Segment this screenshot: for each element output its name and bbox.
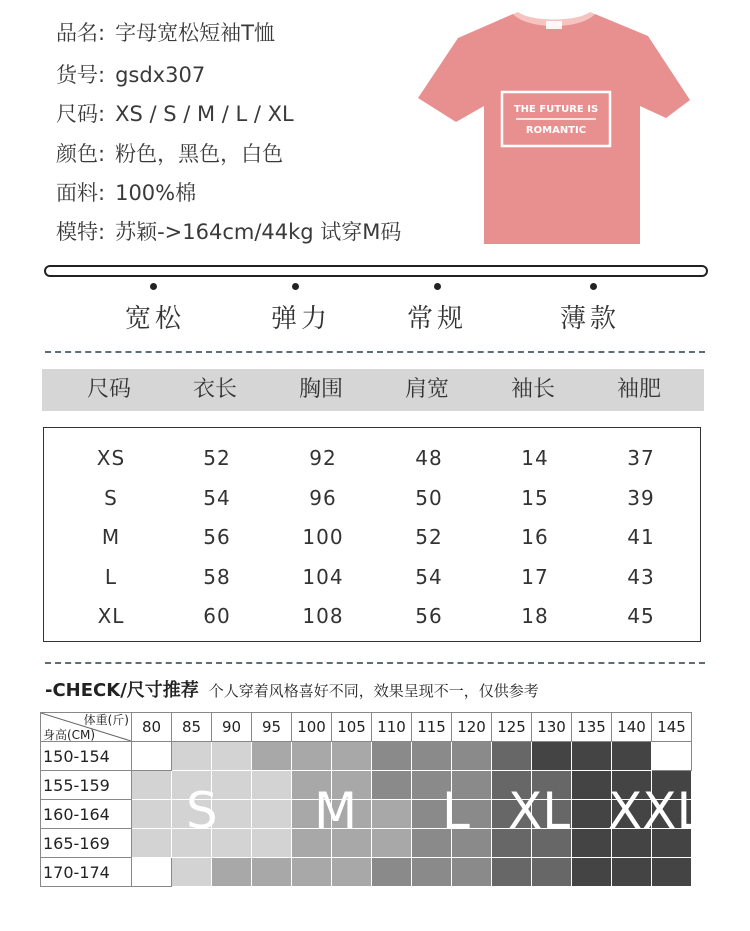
feature-dot	[292, 283, 299, 290]
grid-cell	[572, 858, 612, 887]
measurement-cell: 48	[415, 446, 443, 470]
info-sku: 货号: gsdx307	[56, 63, 206, 87]
weight-header: 110	[372, 713, 412, 742]
grid-row	[41, 800, 692, 829]
grid-cell	[132, 800, 172, 829]
info-sizes: 尺码: XS / S / M / L / XL	[56, 102, 294, 126]
measurement-cell: 18	[521, 604, 549, 628]
grid-cell	[452, 742, 492, 771]
weight-header: 80	[132, 713, 172, 742]
measurement-cell: 15	[521, 485, 549, 510]
info-model: 模特: 苏颖->164cm/44kg 试穿M码	[56, 220, 402, 244]
feature-dot	[150, 283, 157, 290]
grid-cell	[372, 742, 412, 771]
grid-cell	[372, 800, 412, 829]
grid-row	[41, 829, 692, 858]
grid-cell	[172, 742, 212, 771]
size-label-m: M	[314, 782, 358, 840]
grid-cell	[532, 858, 572, 887]
weight-header: 105	[332, 713, 372, 742]
size-cell: M	[101, 525, 121, 549]
grid-cell	[292, 742, 332, 771]
grid-cell	[212, 742, 252, 771]
grid-cell	[372, 771, 412, 800]
height-label: 身高(CM)	[43, 728, 96, 742]
measurement-cell: 43	[627, 564, 655, 589]
measurement-cell: 104	[302, 564, 344, 589]
grid-cell	[332, 742, 372, 771]
grid-cell	[252, 800, 292, 829]
size-label-xl: XL	[508, 782, 571, 840]
measurement-cell: 41	[627, 525, 655, 549]
weight-header: 90	[212, 713, 252, 742]
size-cell: XL	[97, 604, 125, 628]
header-chest: 胸围	[298, 377, 343, 402]
measurement-cell: 16	[521, 525, 549, 549]
grid-cell	[292, 858, 332, 887]
feature-fit: 宽松	[125, 304, 186, 334]
measurement-cell: 50	[415, 485, 443, 510]
grid-row	[41, 858, 692, 887]
header-length: 衣长	[192, 377, 237, 402]
info-colors: 颜色: 粉色，黑色，白色	[56, 142, 284, 166]
measurement-cell: 54	[415, 564, 443, 589]
grid-cell	[532, 742, 572, 771]
weight-header: 135	[572, 713, 612, 742]
measurement-cell: 56	[415, 604, 443, 628]
size-cell: L	[104, 564, 118, 589]
grid-cell	[252, 858, 292, 887]
weight-header: 100	[292, 713, 332, 742]
grid-cell	[132, 771, 172, 800]
weight-header: 85	[172, 713, 212, 742]
header-sleeve-width: 袖肥	[616, 377, 661, 402]
grid-cell	[492, 742, 532, 771]
measurement-cell: 60	[203, 604, 231, 628]
height-header: 170-174	[41, 858, 132, 887]
grid-row	[41, 771, 692, 800]
info-name: 品名: 字母宽松短袖T恤	[56, 21, 275, 45]
grid-cell	[572, 771, 612, 800]
grid-cell	[572, 800, 612, 829]
feature-stretch: 弹力	[271, 304, 332, 334]
height-header: 160-164	[41, 800, 132, 829]
weight-header: 130	[532, 713, 572, 742]
measurement-cell: 100	[302, 525, 344, 549]
measurement-cell: 52	[203, 446, 231, 470]
size-label-s: S	[186, 782, 218, 840]
measurement-cell: 96	[309, 485, 337, 510]
size-label-xxl: XXL	[608, 782, 705, 840]
grid-cell	[492, 858, 532, 887]
info-fabric: 面料: 100%棉	[56, 181, 197, 205]
grid-cell	[252, 742, 292, 771]
measurement-cell: 37	[627, 446, 655, 470]
grid-cell	[572, 829, 612, 858]
measurement-cell: 45	[627, 604, 655, 628]
measurement-cell: 56	[203, 525, 231, 549]
grid-cell	[412, 858, 452, 887]
size-cell: S	[104, 485, 118, 510]
grid-cell	[412, 742, 452, 771]
grid-cell	[652, 742, 692, 771]
header-shoulder: 肩宽	[404, 377, 449, 402]
print-line2: ROMANTIC	[525, 125, 587, 136]
grid-cell	[252, 771, 292, 800]
measurement-cell: 92	[309, 446, 337, 470]
grid-cell	[452, 858, 492, 887]
height-header: 165-169	[41, 829, 132, 858]
grid-cell	[132, 829, 172, 858]
grid-cell	[372, 858, 412, 887]
measurement-cell: 108	[302, 604, 344, 628]
feature-dot	[590, 283, 597, 290]
grid-cell	[132, 858, 172, 887]
check-heading: -CHECK/尺寸推荐 个人穿着风格喜好不同，效果呈现不一，仅供参考	[45, 680, 539, 701]
grid-cell	[332, 858, 372, 887]
grid-cell	[612, 742, 652, 771]
size-table-header	[42, 369, 704, 411]
height-header: 150-154	[41, 742, 132, 771]
feature-thickness: 薄款	[560, 304, 621, 334]
weight-header: 95	[252, 713, 292, 742]
grid-cell	[612, 858, 652, 887]
grid-cell	[252, 829, 292, 858]
grid-row	[41, 742, 692, 771]
grid-cell	[132, 742, 172, 771]
measurement-cell: 54	[203, 485, 231, 510]
grid-cell	[372, 829, 412, 858]
size-recommend-grid	[40, 712, 705, 887]
measurement-cell: 52	[415, 525, 443, 549]
divider	[45, 351, 705, 353]
print-line1: THE FUTURE IS	[513, 104, 599, 115]
grid-cell	[172, 858, 212, 887]
size-cell: XS	[96, 446, 126, 470]
feature-dot	[434, 283, 441, 290]
grid-corner	[41, 713, 132, 742]
feature-length: 常规	[407, 304, 468, 334]
grid-cell	[652, 858, 692, 887]
measurement-cell: 39	[627, 485, 655, 510]
size-label-l: L	[442, 782, 470, 840]
feature-bar	[44, 265, 708, 277]
measurement-cell: 14	[521, 446, 549, 470]
header-size: 尺码	[86, 377, 131, 402]
header-sleeve: 袖长	[510, 377, 555, 402]
weight-header: 145	[652, 713, 692, 742]
weight-header: 115	[412, 713, 452, 742]
height-header: 155-159	[41, 771, 132, 800]
weight-label: 体重(斤)	[83, 713, 129, 727]
size-table	[43, 427, 701, 642]
measurement-cell: 17	[521, 564, 549, 589]
divider	[45, 662, 705, 664]
grid-cell	[572, 742, 612, 771]
weight-header: 125	[492, 713, 532, 742]
tshirt-image	[418, 8, 690, 244]
measurement-cell: 58	[203, 564, 231, 589]
weight-header: 120	[452, 713, 492, 742]
grid-cell	[212, 858, 252, 887]
weight-header: 140	[612, 713, 652, 742]
